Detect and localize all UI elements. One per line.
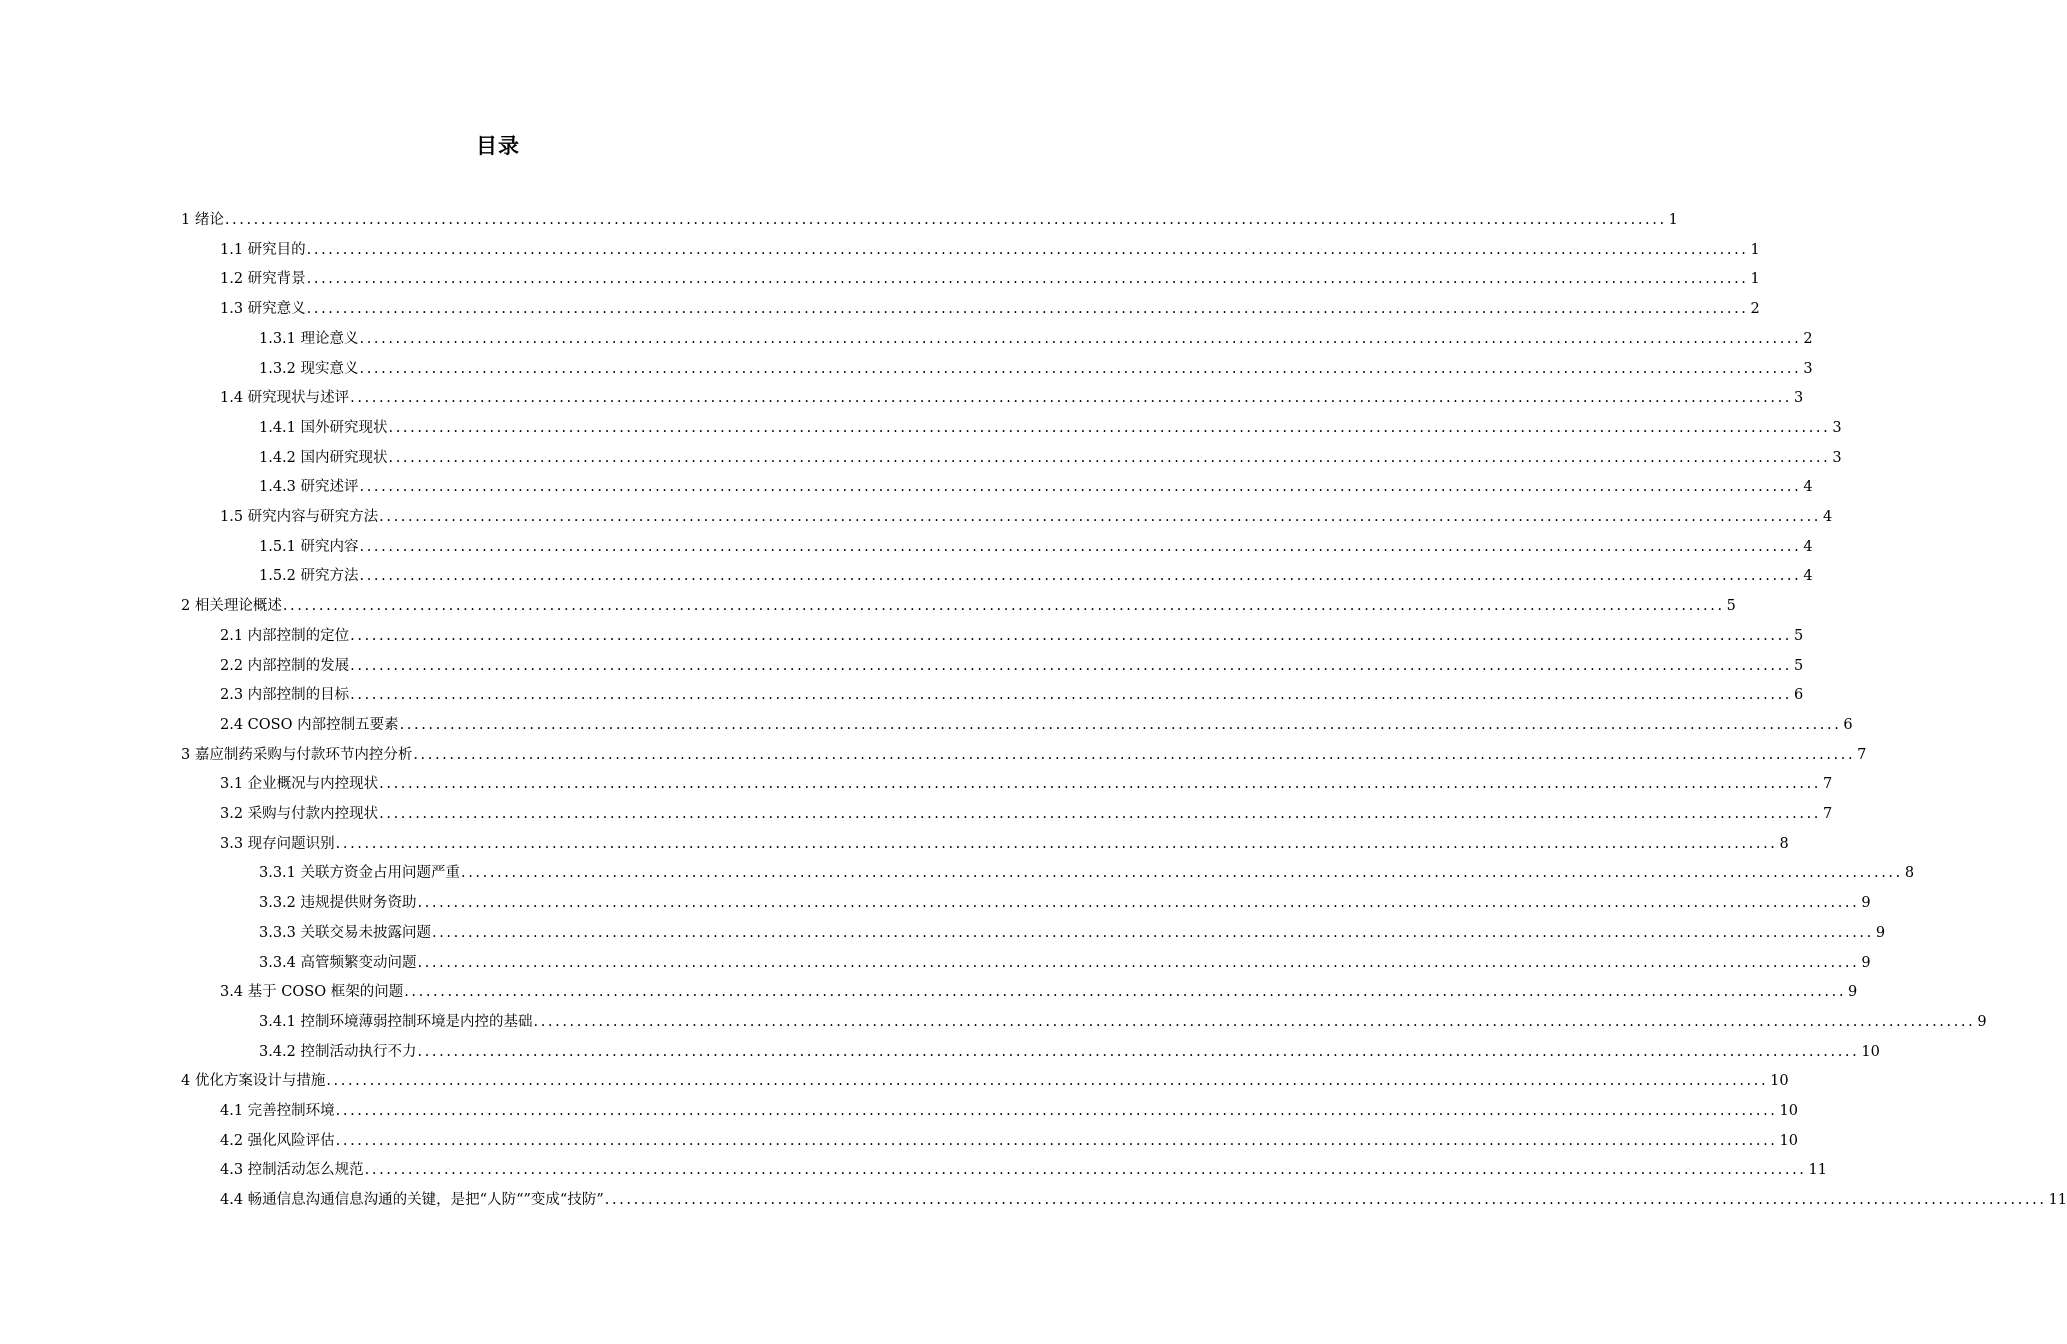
toc-entry-label: 1.4.3 研究述评	[259, 479, 359, 496]
toc-entry-page-number: 10	[1861, 1043, 1880, 1060]
toc-entry[interactable]	[181, 743, 1867, 765]
toc-entry[interactable]	[220, 772, 1833, 794]
toc-entry[interactable]	[259, 1040, 1880, 1062]
toc-entry-label: 2.2 内部控制的发展	[220, 657, 350, 674]
toc-entry-label: 3.4 基于 COSO 框架的问题	[220, 984, 404, 1001]
toc-entry-label: 1.4.1 国外研究现状	[259, 419, 388, 436]
toc-entry-page-number: 9	[1977, 1013, 1987, 1030]
toc-leader-dots: ........................................................................................................................................................................................................	[359, 568, 1802, 585]
toc-entry-label: 1.5.1 研究内容	[259, 538, 359, 555]
toc-leader-dots: ........................................................................................................................................................................................................	[359, 360, 1802, 377]
toc-entry[interactable]	[220, 1099, 1798, 1121]
toc-entry[interactable]	[181, 208, 1678, 230]
toc-entry-label: 3.1 企业概况与内控现状	[220, 776, 379, 793]
toc-entry-label: 1.5.2 研究方法	[259, 568, 359, 585]
toc-entry[interactable]	[220, 267, 1760, 289]
toc-entry[interactable]	[259, 951, 1871, 973]
toc-leader-dots: ........................................................................................................................................................................................................	[359, 479, 1802, 496]
toc-leader-dots: ........................................................................................................................................................................................................	[359, 330, 1802, 347]
toc-entry[interactable]	[259, 921, 1886, 943]
toc-entry-page-number: 5	[1726, 598, 1736, 615]
toc-entry[interactable]	[220, 654, 1804, 676]
toc-leader-dots: ........................................................................................................................................................................................................	[282, 598, 1725, 615]
toc-entry-page-number: 9	[1848, 984, 1858, 1001]
toc-entry-page-number: 8	[1779, 835, 1789, 852]
toc-entry[interactable]	[220, 713, 1853, 735]
toc-leader-dots: ........................................................................................................................................................................................................	[326, 1073, 1769, 1090]
toc-entry[interactable]	[220, 1188, 2067, 1210]
toc-leader-dots: ........................................................................................................................................................................................................	[350, 657, 1792, 674]
toc-entry[interactable]	[259, 327, 1813, 349]
toc-entry-label: 4.2 强化风险评估	[220, 1132, 335, 1149]
toc-leader-dots: ........................................................................................................................................................................................................	[306, 271, 1749, 288]
toc-leader-dots: ........................................................................................................................................................................................................	[388, 419, 1831, 436]
toc-entry-label: 4.3 控制活动怎么规范	[220, 1162, 364, 1179]
toc-entry-page-number: 8	[1904, 865, 1915, 882]
toc-entry-label: 1.4 研究现状与述评	[220, 390, 350, 407]
toc-entry-page-number: 5	[1794, 627, 1804, 644]
toc-entry-page-number: 2	[1803, 330, 1813, 347]
toc-leader-dots: ........................................................................................................................................................................................................	[417, 954, 1860, 971]
toc-entry[interactable]	[259, 564, 1813, 586]
toc-leader-dots: ........................................................................................................................................................................................................	[224, 212, 1667, 228]
toc-entry-page-number: 9	[1875, 924, 1886, 941]
toc-entry-page-number: 4	[1803, 568, 1813, 585]
toc-entry-page-number: 7	[1857, 746, 1867, 763]
toc-entry-label: 4 优化方案设计与措施	[181, 1073, 326, 1090]
toc-entry-page-number: 10	[1770, 1073, 1789, 1090]
toc-entry-label: 3.2 采购与付款内控现状	[220, 806, 379, 822]
toc-entry-label: 1.1 研究目的	[220, 241, 306, 258]
toc-entry[interactable]	[220, 1158, 1827, 1180]
toc-entry[interactable]	[220, 980, 1858, 1002]
toc-entry-label: 3.4.2 控制活动执行不力	[259, 1043, 417, 1060]
toc-entry[interactable]	[220, 297, 1760, 319]
toc-entry[interactable]	[220, 624, 1804, 646]
toc-entry-page-number: 3	[1794, 390, 1804, 407]
toc-entry-label: 2.3 内部控制的目标	[220, 687, 350, 704]
toc-entry-page-number: 3	[1803, 360, 1813, 377]
toc-entry[interactable]	[181, 594, 1736, 616]
toc-entry[interactable]	[259, 446, 1842, 468]
toc-entry-label: 3.3.2 违规提供财务资助	[259, 895, 417, 912]
toc-entry-page-number: 3	[1832, 449, 1842, 466]
toc-entry-page-number: 4	[1803, 538, 1813, 555]
toc-entry[interactable]	[259, 891, 1871, 913]
toc-entry-page-number: 11	[1808, 1162, 1827, 1179]
toc-leader-dots: ........................................................................................................................................................................................................	[417, 1043, 1860, 1060]
toc-entry-label: 1.5 研究内容与研究方法	[220, 509, 379, 525]
page-title: 目录	[476, 134, 520, 158]
toc-leader-dots: ........................................................................................................................................................................................................	[359, 538, 1802, 555]
toc-leader-dots: ........................................................................................................................................................................................................	[350, 627, 1792, 644]
toc-entry-label: 3.3 现存问题识别	[220, 835, 335, 852]
toc-entry-label: 1.3.1 理论意义	[259, 330, 359, 347]
toc-leader-dots: ........................................................................................................................................................................................................	[335, 1103, 1778, 1119]
toc-leader-dots: ........................................................................................................................................................................................................	[350, 687, 1792, 704]
toc-leader-dots: ........................................................................................................................................................................................................	[306, 241, 1749, 258]
toc-entry-page-number: 6	[1843, 716, 1853, 733]
toc-leader-dots: ........................................................................................................................................................................................................	[379, 509, 1821, 525]
toc-entry-label: 3 嘉应制药采购与付款环节内控分析	[181, 746, 413, 763]
toc-entry[interactable]	[220, 802, 1833, 824]
toc-leader-dots: ........................................................................................................................................................................................................	[306, 301, 1749, 318]
toc-leader-dots: ........................................................................................................................................................................................................	[461, 865, 1903, 882]
toc-leader-dots: ........................................................................................................................................................................................................	[335, 1132, 1778, 1149]
toc-leader-dots: ........................................................................................................................................................................................................	[399, 716, 1842, 733]
toc-entry-page-number: 11	[2048, 1192, 2067, 1209]
toc-entry-label: 3.3.3 关联交易未披露问题	[259, 924, 432, 941]
toc-entry[interactable]	[259, 1010, 1987, 1032]
toc-entry[interactable]	[259, 416, 1842, 438]
toc-entry[interactable]	[220, 238, 1760, 260]
toc-entry-page-number: 10	[1779, 1103, 1798, 1119]
toc-entry-page-number: 9	[1861, 895, 1871, 912]
toc-entry-label: 1.2 研究背景	[220, 271, 306, 288]
toc-entry-label: 1 绪论	[181, 212, 224, 228]
toc-entry[interactable]	[181, 1069, 1789, 1091]
toc-leader-dots: ........................................................................................................................................................................................................	[364, 1162, 1807, 1179]
toc-entry[interactable]	[259, 861, 1915, 883]
toc-entry-page-number: 4	[1803, 479, 1813, 496]
toc-entry-page-number: 1	[1668, 212, 1678, 228]
toc-entry-page-number: 9	[1861, 954, 1871, 971]
toc-entry-label: 1.3 研究意义	[220, 301, 306, 318]
toc-entry-label: 3.4.1 控制环境薄弱控制环境是内控的基础	[259, 1013, 533, 1030]
toc-entry-page-number: 6	[1794, 687, 1804, 704]
toc-entry-page-number: 10	[1779, 1132, 1798, 1149]
toc-leader-dots: ........................................................................................................................................................................................................	[379, 776, 1821, 793]
toc-entry-label: 2 相关理论概述	[181, 598, 282, 615]
toc-entry-page-number: 5	[1794, 657, 1804, 674]
toc-entry-page-number: 1	[1750, 271, 1760, 288]
toc-leader-dots: ........................................................................................................................................................................................................	[335, 835, 1778, 852]
toc-entry-label: 4.1 完善控制环境	[220, 1103, 335, 1119]
toc-entry-page-number: 3	[1832, 419, 1842, 436]
toc-entry-label: 1.4.2 国内研究现状	[259, 449, 388, 466]
toc-leader-dots: ........................................................................................................................................................................................................	[417, 895, 1860, 912]
toc-entry-label: 2.4 COSO 内部控制五要素	[220, 716, 399, 733]
toc-entry[interactable]	[259, 357, 1813, 379]
toc-leader-dots: ........................................................................................................................................................................................................	[533, 1013, 1976, 1030]
toc-entry[interactable]	[259, 535, 1813, 557]
toc-entry-label: 3.3.4 高管频繁变动问题	[259, 954, 417, 971]
toc-entry[interactable]	[259, 475, 1813, 497]
toc-entry-label: 1.3.2 现实意义	[259, 360, 359, 377]
toc-entry[interactable]	[220, 1129, 1798, 1151]
toc-leader-dots: ........................................................................................................................................................................................................	[432, 924, 1874, 941]
toc-entry-page-number: 7	[1823, 776, 1833, 793]
toc-entry-label: 4.4 畅通信息沟通信息沟通的关键，是把“人防“”变成“技防”	[220, 1192, 604, 1209]
toc-entry-page-number: 1	[1750, 241, 1760, 258]
toc-leader-dots: ........................................................................................................................................................................................................	[413, 746, 1856, 763]
toc-entry[interactable]	[220, 683, 1804, 705]
toc-leader-dots: ........................................................................................................................................................................................................	[379, 806, 1821, 822]
toc-leader-dots: ........................................................................................................................................................................................................	[388, 449, 1831, 466]
toc-entry[interactable]	[220, 832, 1789, 854]
toc-entry[interactable]	[220, 505, 1833, 527]
toc-leader-dots: ........................................................................................................................................................................................................	[404, 984, 1847, 1001]
toc-leader-dots: ........................................................................................................................................................................................................	[350, 390, 1792, 407]
toc-entry-page-number: 4	[1823, 509, 1833, 525]
toc-entry-page-number: 7	[1823, 806, 1833, 822]
toc-entry-page-number: 2	[1750, 301, 1760, 318]
toc-entry-label: 3.3.1 关联方资金占用问题严重	[259, 865, 461, 882]
toc-entry[interactable]	[220, 386, 1804, 408]
toc-leader-dots: ........................................................................................................................................................................................................	[604, 1192, 2047, 1209]
toc-entry-label: 2.1 内部控制的定位	[220, 627, 350, 644]
